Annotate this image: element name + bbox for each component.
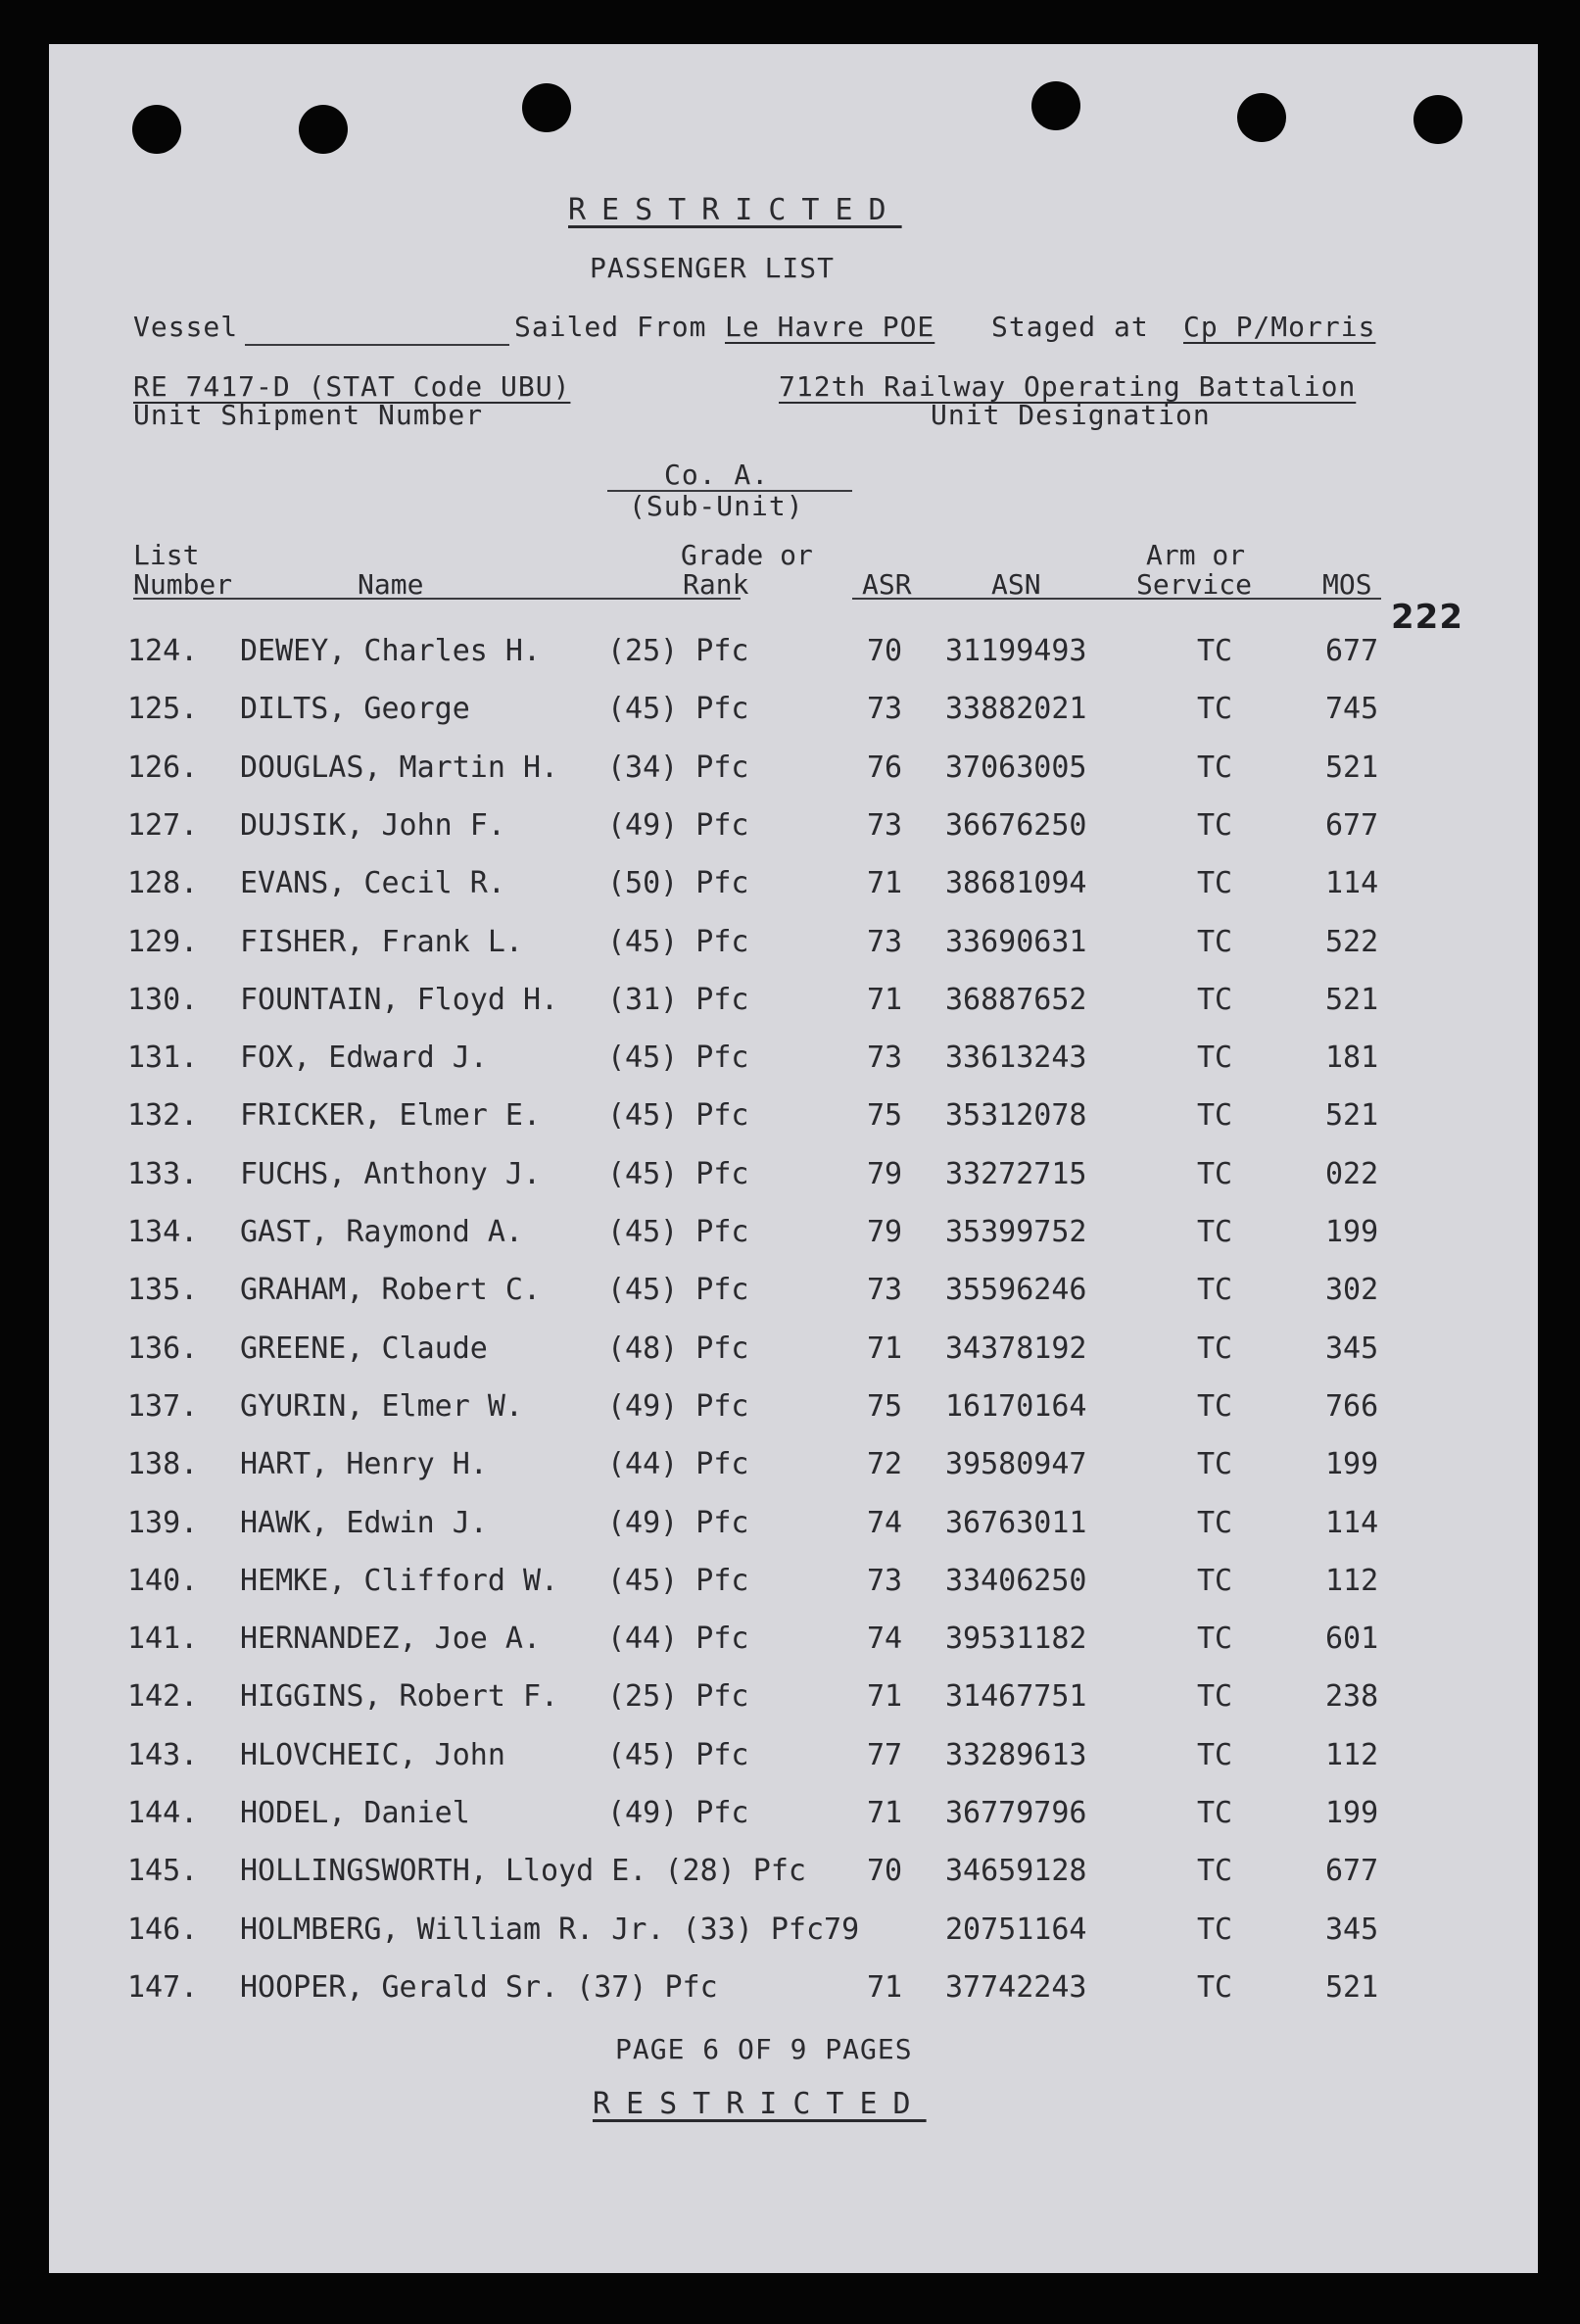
table-row [49,1796,1538,1835]
mos-code: 238 [1325,1679,1379,1715]
mos-code: 345 [1325,1912,1379,1947]
list-number: 128. [127,866,199,901]
list-number: 138. [127,1447,199,1482]
grade-rank: (45) Pfc [607,1273,749,1308]
passenger-name: DEWEY, Charles H. [240,634,542,668]
serial-number: 31467751 [945,1679,1087,1715]
table-row [49,808,1538,847]
passenger-name: HOOPER, Gerald Sr. (37) Pfc [240,1969,718,2005]
mos-code: 522 [1325,924,1379,959]
passenger-name: HIGGINS, Robert F. [240,1679,559,1715]
mos-code: 112 [1325,1563,1379,1598]
passenger-name: DUJSIK, John F. [240,807,505,843]
col-arm-label-1: Arm or [1146,539,1246,571]
mos-code: 199 [1325,1796,1379,1830]
punch-hole [522,83,571,132]
asr-score: 74 [867,1505,903,1540]
mos-code: 677 [1325,634,1379,668]
arm-service: TC [1197,1854,1233,1889]
passenger-name: HART, Henry H. [240,1447,488,1482]
grade-rank: (49) Pfc [607,807,749,843]
serial-number: 33272715 [945,1156,1087,1191]
serial-number: 20751164 [945,1912,1087,1947]
serial-number: 16170164 [945,1388,1087,1424]
serial-number: 33406250 [945,1563,1087,1598]
table-row [49,1447,1538,1486]
punch-hole [1237,93,1286,142]
col-asn-label: ASN [991,568,1041,601]
table-row [49,1389,1538,1428]
table-row [49,1215,1538,1254]
list-number: 135. [127,1273,199,1308]
asr-score: 73 [867,807,903,843]
punch-hole [299,105,348,154]
table-row [49,1331,1538,1371]
list-number: 129. [127,924,199,959]
header-underline [852,598,1381,600]
mos-code: 199 [1325,1447,1379,1482]
passenger-name: FUCHS, Anthony J. [240,1156,542,1191]
list-number: 132. [127,1098,199,1134]
grade-rank: (45) Pfc [607,1156,749,1191]
asr-score: 73 [867,1273,903,1308]
list-number: 145. [127,1854,199,1889]
serial-number: 37063005 [945,750,1087,785]
col-grade-header [681,541,813,600]
passenger-name: DOUGLAS, Martin H. [240,750,559,785]
sub-unit-label: (Sub-Unit) [629,490,804,522]
staged-value: Cp P/Morris [1183,311,1376,343]
page-subtitle: PASSENGER LIST [590,252,836,284]
asr-score: 71 [867,866,903,901]
asr-score: 70 [867,634,903,668]
arm-service: TC [1197,1969,1233,2005]
grade-rank: (45) Pfc [607,692,749,727]
serial-number: 37742243 [945,1969,1087,2005]
sailed-from-label: Sailed From [514,311,707,343]
arm-service: TC [1197,807,1233,843]
table-row [49,1273,1538,1312]
vessel-label: Vessel [133,311,239,343]
shipment-number-value: RE 7417-D (STAT Code UBU) [133,370,571,403]
arm-service: TC [1197,692,1233,727]
arm-service: TC [1197,1156,1233,1191]
arm-service: TC [1197,1622,1233,1657]
asr-score: 73 [867,1041,903,1076]
table-row [49,1738,1538,1777]
col-asr-label: ASR [862,568,912,601]
arm-service: TC [1197,750,1233,785]
list-number: 143. [127,1737,199,1772]
grade-rank: (45) Pfc [607,1563,749,1598]
table-row [49,1622,1538,1661]
asr-score: 74 [867,1622,903,1657]
mos-code: 302 [1325,1273,1379,1308]
grade-rank: (45) Pfc [607,924,749,959]
mos-code: 114 [1325,866,1379,901]
grade-rank: (45) Pfc [607,1737,749,1772]
asr-score: 71 [867,1679,903,1715]
serial-number: 39580947 [945,1447,1087,1482]
sub-unit-value: Co. A. [664,459,770,491]
arm-service: TC [1197,1098,1233,1134]
arm-service: TC [1197,1796,1233,1830]
punch-hole [132,105,181,154]
list-number: 136. [127,1331,199,1366]
passenger-name: HODEL, Daniel [240,1796,470,1830]
serial-number: 36676250 [945,807,1087,843]
mos-code: 745 [1325,692,1379,727]
table-row [49,1912,1538,1952]
table-row [49,1098,1538,1138]
asr-score: 73 [867,692,903,727]
arm-service: TC [1197,1331,1233,1366]
mos-code: 181 [1325,1041,1379,1076]
passenger-name: GREENE, Claude [240,1331,488,1366]
serial-number: 33289613 [945,1737,1087,1772]
col-asn-header [991,570,1041,600]
arm-service: TC [1197,1215,1233,1249]
asr-score: 79 [867,1215,903,1249]
grade-rank: (49) Pfc [607,1796,749,1830]
grade-rank: (45) Pfc [607,1041,749,1076]
list-number: 141. [127,1622,199,1657]
list-number: 127. [127,807,199,843]
serial-number: 34659128 [945,1854,1087,1889]
list-number: 134. [127,1215,199,1249]
arm-service: TC [1197,634,1233,668]
shipment-number-label: Unit Shipment Number [133,399,484,431]
grade-rank: (49) Pfc [607,1388,749,1424]
table-row [49,634,1538,673]
mos-code: 199 [1325,1215,1379,1249]
col-mos-header [1322,570,1372,600]
grade-rank: (44) Pfc [607,1622,749,1657]
list-number: 126. [127,750,199,785]
page-title: RESTRICTED [568,193,902,227]
punch-hole [1031,81,1080,130]
grade-rank: (45) Pfc [607,1215,749,1249]
footer-restricted: RESTRICTED [593,2087,927,2121]
serial-number: 38681094 [945,866,1087,901]
grade-rank: (49) Pfc [607,1505,749,1540]
serial-number: 31199493 [945,634,1087,668]
arm-service: TC [1197,982,1233,1017]
passenger-name: FOX, Edward J. [240,1041,488,1076]
table-row [49,1041,1538,1080]
col-name-header [358,570,423,600]
passenger-name: FISHER, Frank L. [240,924,523,959]
list-number: 137. [127,1388,199,1424]
asr-score: 72 [867,1447,903,1482]
passenger-name: EVANS, Cecil R. [240,866,505,901]
passenger-name: FOUNTAIN, Floyd H. [240,982,559,1017]
punch-hole [1413,95,1462,144]
table-row [49,866,1538,905]
serial-number: 33882021 [945,692,1087,727]
passenger-name: HOLLINGSWORTH, Lloyd E. (28) Pfc [240,1854,806,1889]
asr-score: 75 [867,1388,903,1424]
asr-score: 79 [867,1156,903,1191]
page-stamp-number: 222 [1391,598,1463,637]
table-row [49,1564,1538,1603]
asr-score: 77 [867,1737,903,1772]
list-number: 131. [127,1041,199,1076]
arm-service: TC [1197,866,1233,901]
list-number: 146. [127,1912,199,1947]
table-row [49,983,1538,1022]
list-number: 140. [127,1563,199,1598]
unit-designation-value: 712th Railway Operating Battalion [779,370,1357,403]
mos-code: 114 [1325,1505,1379,1540]
grade-rank: (25) Pfc [607,1679,749,1715]
table-row [49,1157,1538,1196]
arm-service: TC [1197,1505,1233,1540]
grade-rank: (44) Pfc [607,1447,749,1482]
col-arm-header [1136,541,1252,600]
passenger-name: HAWK, Edwin J. [240,1505,488,1540]
col-arm-label-2: Service [1136,568,1253,601]
arm-service: TC [1197,1388,1233,1424]
passenger-name: DILTS, George [240,692,470,727]
staged-label: Staged at [991,311,1149,343]
document-page [49,44,1538,2273]
asr-score: 73 [867,1563,903,1598]
list-number: 133. [127,1156,199,1191]
serial-number: 35596246 [945,1273,1087,1308]
serial-number: 36779796 [945,1796,1087,1830]
asr-score: 71 [867,982,903,1017]
mos-code: 521 [1325,982,1379,1017]
mos-code: 521 [1325,750,1379,785]
vessel-blank-line [245,344,509,346]
arm-service: TC [1197,924,1233,959]
passenger-name: HLOVCHEIC, John [240,1737,505,1772]
passenger-name: GRAHAM, Robert C. [240,1273,542,1308]
grade-rank: (34) Pfc [607,750,749,785]
col-grade-label-1: Grade or [681,539,813,571]
serial-number: 35399752 [945,1215,1087,1249]
mos-code: 766 [1325,1388,1379,1424]
table-row [49,692,1538,731]
passenger-name: FRICKER, Elmer E. [240,1098,542,1134]
asr-score: 71 [867,1331,903,1366]
table-row [49,925,1538,964]
mos-code: 112 [1325,1737,1379,1772]
asr-score: 75 [867,1098,903,1134]
list-number: 125. [127,692,199,727]
arm-service: TC [1197,1041,1233,1076]
mos-code: 601 [1325,1622,1379,1657]
asr-score: 70 [867,1854,903,1889]
grade-rank: (45) Pfc [607,1098,749,1134]
serial-number: 34378192 [945,1331,1087,1366]
list-number: 139. [127,1505,199,1540]
asr-score: 71 [867,1969,903,2005]
asr-score: 71 [867,1796,903,1830]
serial-number: 33613243 [945,1041,1087,1076]
list-number: 147. [127,1969,199,2005]
passenger-name: HEMKE, Clifford W. [240,1563,559,1598]
serial-number: 39531182 [945,1622,1087,1657]
table-row [49,1679,1538,1719]
arm-service: TC [1197,1912,1233,1947]
mos-code: 521 [1325,1098,1379,1134]
unit-designation-label: Unit Designation [931,399,1211,431]
passenger-name: GAST, Raymond A. [240,1215,523,1249]
col-mos-label: MOS [1322,568,1372,601]
col-list-label-1: List [133,539,200,571]
arm-service: TC [1197,1737,1233,1772]
mos-code: 677 [1325,1854,1379,1889]
col-list-number-header [133,541,232,600]
passenger-name: GYURIN, Elmer W. [240,1388,523,1424]
table-row [49,750,1538,790]
mos-code: 345 [1325,1331,1379,1366]
serial-number: 36887652 [945,982,1087,1017]
col-asr-header [862,570,912,600]
list-number: 124. [127,634,199,668]
grade-rank: (50) Pfc [607,866,749,901]
passenger-name: HERNANDEZ, Joe A. [240,1622,542,1657]
asr-score: 73 [867,924,903,959]
table-row [49,1970,1538,2009]
serial-number: 35312078 [945,1098,1087,1134]
col-name-label: Name [358,568,424,601]
col-grade-label-2: Rank [683,568,749,601]
list-number: 142. [127,1679,199,1715]
grade-rank: (25) Pfc [607,634,749,668]
arm-service: TC [1197,1563,1233,1598]
mos-code: 521 [1325,1969,1379,2005]
arm-service: TC [1197,1447,1233,1482]
mos-code: 677 [1325,807,1379,843]
list-number: 130. [127,982,199,1017]
list-number: 144. [127,1796,199,1830]
arm-service: TC [1197,1679,1233,1715]
table-row [49,1854,1538,1893]
col-list-label-2: Number [133,568,233,601]
passenger-name: HOLMBERG, William R. Jr. (33) Pfc79 [240,1912,860,1947]
serial-number: 36763011 [945,1505,1087,1540]
header-underline [133,598,741,600]
arm-service: TC [1197,1273,1233,1308]
sailed-from-value: Le Havre POE [725,311,935,343]
grade-rank: (31) Pfc [607,982,749,1017]
page-count: PAGE 6 OF 9 PAGES [615,2033,913,2065]
asr-score: 76 [867,750,903,785]
table-row [49,1506,1538,1545]
mos-code: 022 [1325,1156,1379,1191]
serial-number: 33690631 [945,924,1087,959]
grade-rank: (48) Pfc [607,1331,749,1366]
